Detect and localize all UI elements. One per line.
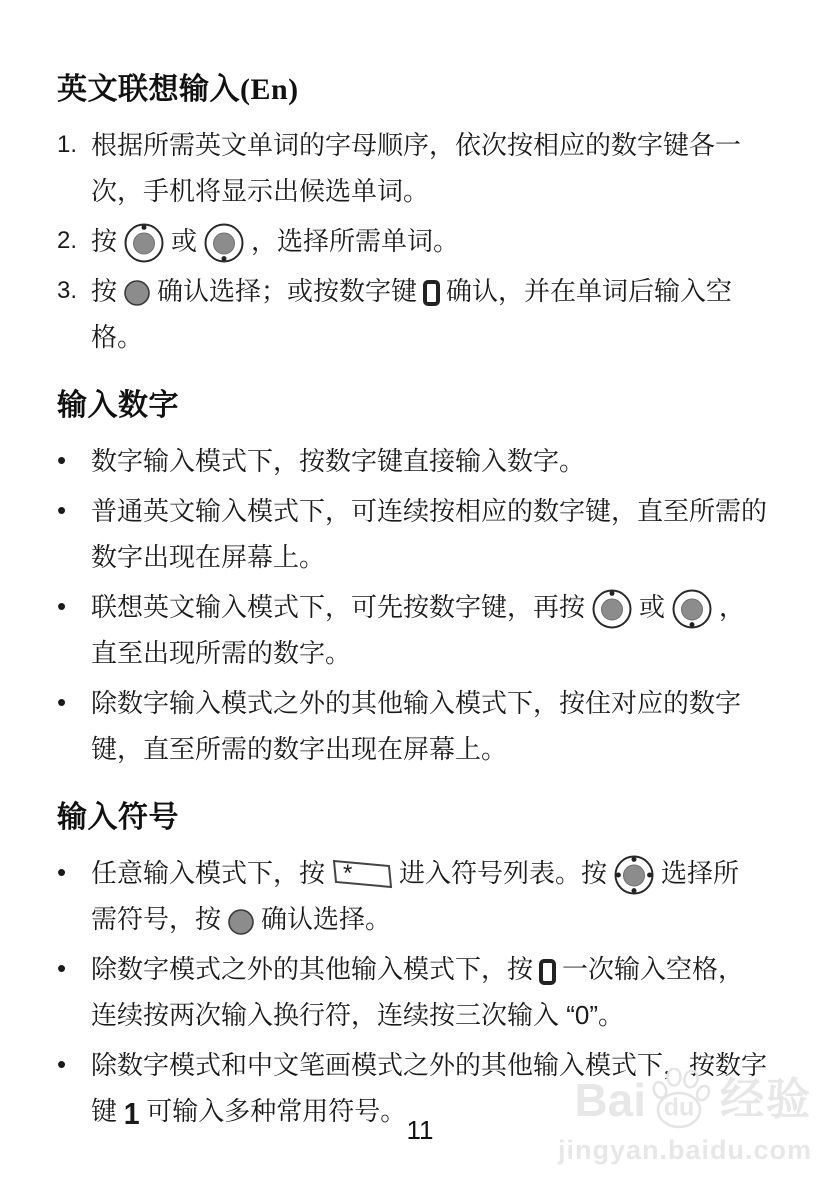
list-item: [57, 438, 783, 484]
bulleted-list: [57, 438, 783, 772]
list-marker: •: [57, 857, 67, 888]
list-marker: 2.: [57, 227, 78, 254]
paw-icon: [647, 1068, 711, 1132]
list-marker: •: [57, 591, 67, 622]
list-item-text: 按 或 ，选择所需单词。: [91, 226, 459, 256]
section-heading: [57, 792, 783, 836]
list-item-text: 普通英文输入模式下，可连续按相应的数字键，直至所需的 数字出现在屏幕上。: [91, 496, 768, 573]
nav-down-key-icon: [671, 588, 713, 630]
section-heading: [57, 64, 783, 108]
list-marker: •: [57, 1049, 67, 1080]
list-item: [57, 122, 783, 214]
section-input-numbers: [57, 380, 783, 772]
list-item: [57, 218, 783, 264]
list-marker: •: [57, 445, 67, 476]
one-key-icon: 1: [123, 1095, 140, 1131]
list-item-text: 按 确认选择；或按数字键 确认，并在单词后输入空 格。: [91, 276, 733, 353]
section-heading: [57, 380, 783, 424]
list-item: [57, 850, 783, 942]
watermark-bai-text: Bai: [574, 1074, 646, 1126]
watermark-logo: [558, 1068, 812, 1132]
ok-key-icon: [227, 908, 255, 936]
heading-suffix: (En): [240, 73, 299, 106]
list-item: [57, 584, 783, 676]
zero-key-icon: [423, 280, 440, 306]
list-item-text: 任意输入模式下，按 * 进入符号列表。按 选择所 需符号，按 确认选择。: [91, 858, 739, 934]
watermark-url: jingyan.baidu.com: [557, 1135, 812, 1165]
baidu-jingyan-watermark: [558, 1068, 812, 1166]
list-item-text: 除数字模式之外的其他输入模式下，按 一次输入空格， 连续按两次输入换行符，连续按三次输入 “0”。: [91, 954, 745, 1031]
section-english-predictive-input: [57, 64, 783, 360]
list-marker: 1.: [57, 131, 78, 158]
heading-text: 输入符号: [57, 801, 179, 835]
list-item: [57, 268, 783, 360]
list-marker: 3.: [57, 277, 78, 305]
list-marker: •: [57, 953, 67, 984]
heading-text: 输入数字: [57, 389, 179, 423]
page-number: 11: [406, 1115, 434, 1145]
list-marker: •: [57, 495, 67, 526]
list-marker: •: [57, 687, 67, 718]
list-item: [57, 946, 783, 1038]
nav-4way-key-icon: [613, 854, 655, 896]
list-item-text: 除数字模式和中文笔画模式之外的其他输入模式下，按数字 键 1 可输入多种常用符号。: [91, 1050, 768, 1131]
star-key-icon: [331, 855, 393, 895]
watermark-jingyan-text: 经验: [720, 1075, 812, 1124]
nav-up-key-icon: [591, 588, 633, 630]
list-item: [57, 488, 783, 580]
list-item-text: 除数字输入模式之外的其他输入模式下，按住对应的数字 键，直至所需的数字出现在屏幕上。: [91, 688, 742, 765]
watermark-du-text: du: [663, 1093, 695, 1122]
nav-up-key-icon: [123, 222, 165, 264]
svg-text:*: *: [343, 860, 353, 888]
ok-key-icon: [123, 279, 151, 307]
list-item: [57, 680, 783, 772]
zero-key-icon: [539, 959, 556, 985]
list-item-text: 联想英文输入模式下，可先按数字键，再按 或 ， 直至出现所需的数字。: [91, 592, 745, 668]
list-item-text: 数字输入模式下，按数字键直接输入数字。: [91, 446, 586, 477]
list-item-text: 根据所需英文单词的字母顺序，依次按相应的数字键各一 次，手机将显示出候选单词。: [91, 130, 742, 206]
ordered-list: [57, 122, 783, 360]
nav-down-key-icon: [203, 222, 245, 264]
heading-text: 英文联想输入: [57, 73, 240, 106]
